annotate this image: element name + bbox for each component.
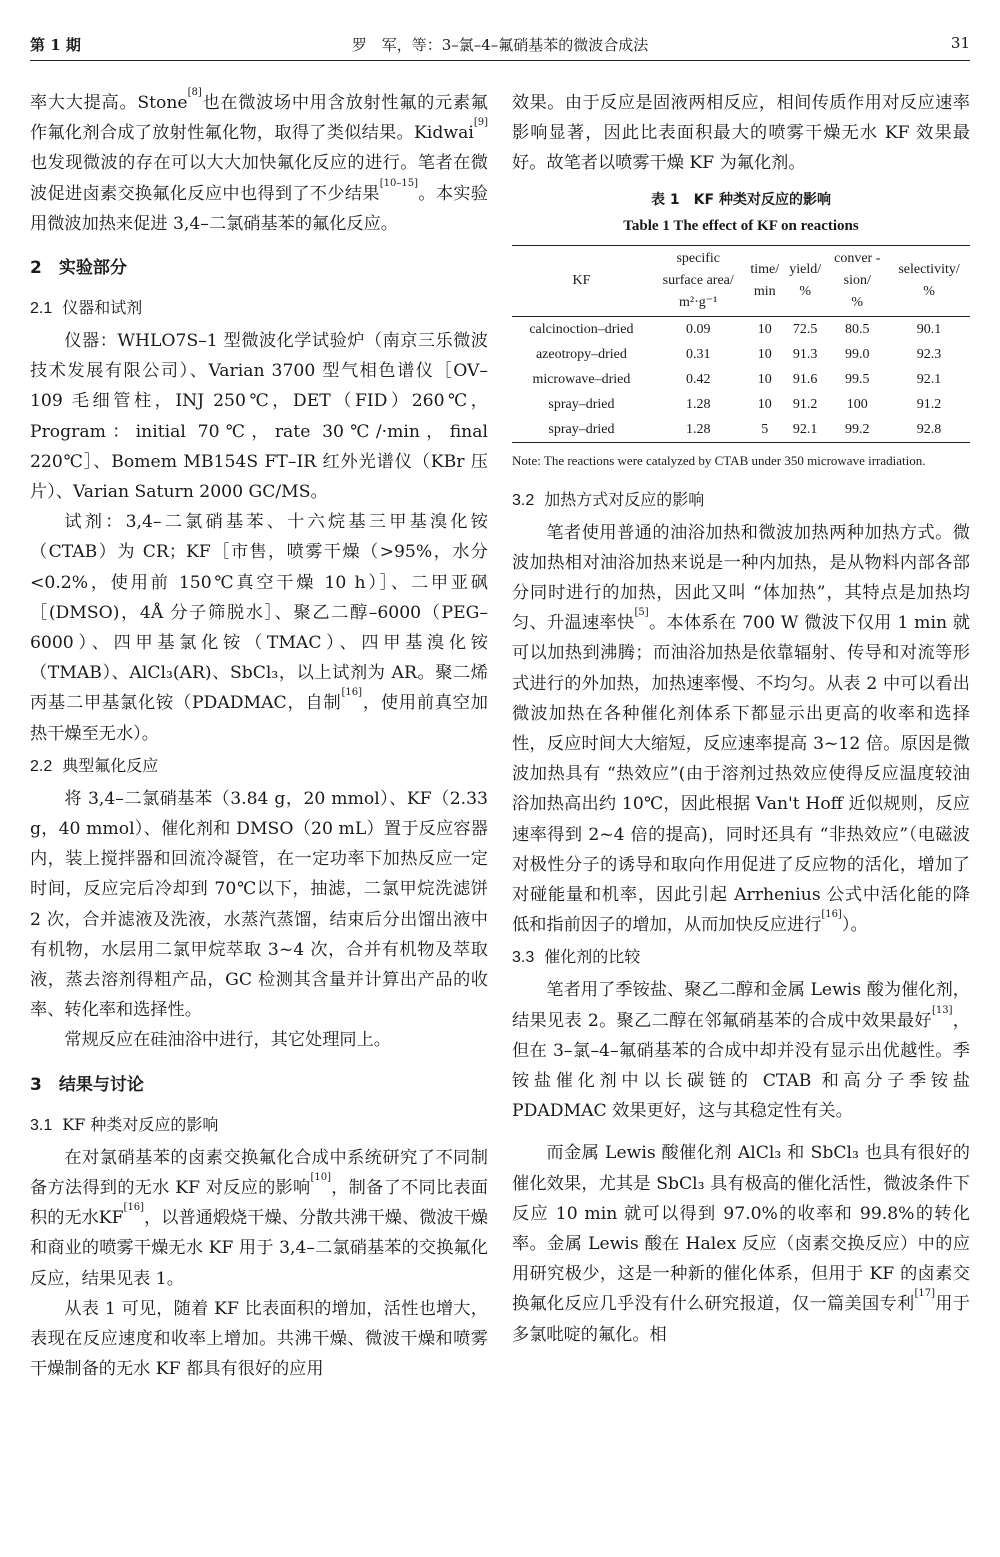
table-row [512,342,970,367]
ref-citation: [16] [341,687,363,699]
subsection-heading: 3.2 加热方式对反应的影响 [512,489,705,509]
intro-paragraph: 率大大提高。Stone[8]也在微波场中用含放射性氟的元素氟作氟化剂合成了放射性氟化物，取得了类似结果。Kidwai[9]也发现微波的存在可以大大加快氟化反应的进行。笔者在微波促进卤素交换氟化反应中也得到了不少结果[10–15]。本实验用微波加热来促进 3,4–二氯硝基苯的氟化反应。 [30,87,488,234]
lewis-acid-paragraph: 而金属 Lewis 酸催化剂 AlCl₃ 和 SbCl₃ 也具有很好的催化效果，尤其是 SbCl₃ 具有极高的催化活性，微波条件下反应 10 min 就可以得到 97.0%的收率和 99.8%的转化率。金属 Lewis 酸在 Halex 反应（卤素交换反应）中的应用研究极少，这是一种新的催化体系，但用于 KF 的卤素交换氟化反应几乎没有什么研究报道，仅一篇美国专利[17]用于多氯吡啶的氟化。相 [512,1143,970,1345]
table-cell: 91.2 [792,396,818,412]
continued-paragraph: 效果。由于反应是固液两相反应，相间传质作用对反应速率影响显著，因此比表面积最大的喷雾干燥无水 KF 效果最好。故笔者以喷雾干燥 KF 为氟化剂。 [512,93,970,174]
table-note: Note: The reactions were catalyzed by CTAB under 350 microwave irradiation. [512,452,926,468]
header-rule [30,60,970,61]
table-cell: spray–dried [548,396,615,412]
typical-reaction-paragraph: 将 3,4–二氯硝基苯（3.84 g，20 mmol）、KF（2.33 g，40 mmol）、催化剂和 DMSO（20 mL）置于反应容器内，装上搅拌器和回流冷凝管，在一定功率下加热反应一定时间，反应完后冷却到 70℃以下，抽滤，二氯甲烷洗滤饼 2 次，合并滤液及洗液，水蒸汽蒸馏，结束后分出馏出液中有机物，水层用二氯甲烷萃取 3~4 次，合并有机物及萃取液，蒸去溶剂得粗产品，GC 检测其含量并计算出产品的收率、转化率和选择性。 [30,788,488,1021]
section-heading-results: 3 结果与讨论 [30,1074,144,1095]
table-cell: microwave–dried [532,371,631,387]
kf-effect-table [512,245,970,443]
ref-citation: [10–15] [379,177,419,189]
column-header: conver - sion/ % [834,250,881,310]
ref-citation: [8] [187,87,202,98]
column-header: KF [572,272,591,288]
column-header: selectivity/ % [898,261,960,299]
conventional-reaction-paragraph: 常规反应在硅油浴中进行，其它处理同上。 [64,1030,391,1051]
column-header: time/ min [750,261,780,299]
page-header [30,30,970,64]
ref-citation: [10] [310,1171,331,1183]
subsection-heading: 2.2 典型氟化反应 [30,755,159,775]
table-cell: 0.42 [685,371,711,387]
table-cell: 92.1 [916,371,942,387]
table-cell: 1.28 [685,421,711,437]
table-cell: azeotropy–dried [535,346,627,362]
catalyst-paragraph: 笔者用了季铵盐、聚乙二醇和金属 Lewis 酸为催化剂，结果见表 2。聚乙二醇在邻氟硝基苯的合成中效果最好[13]，但在 3–氯–4–氟硝基苯的合成中却并没有显示出优越性。季铵盐催化剂中以长碳链的 CTAB 和高分子季铵盐 PDADMAC 效果更好，这与其稳定性有关。 [512,980,970,1122]
table-cell: 92.8 [916,421,942,437]
table-row [512,367,970,392]
table-cell: 99.0 [845,346,870,362]
table-cell: 1.28 [685,396,711,412]
table-cell: 80.5 [845,321,870,337]
column-header: specific surface area/ m²·g⁻¹ [662,250,734,310]
table-cell: 92.3 [916,346,942,362]
table-cell: 0.09 [685,321,711,337]
table-row [512,417,970,443]
kf-analysis-paragraph: 从表 1 可见，随着 KF 比表面积的增加，活性也增大，表现在反应速度和收率上增加。共沸干燥、微波干燥和喷雾干燥制备的无水 KF 都具有很好的应用 [30,1298,488,1380]
table-cell: 92.1 [792,421,818,437]
table-cell: 10 [757,346,772,362]
table-cell: 10 [757,321,772,337]
left-column [30,88,488,1384]
table-cell: 99.5 [845,371,870,387]
ref-citation: [16] [123,1202,145,1214]
table-row [512,392,970,417]
issue-label: 第 1 期 [30,36,81,54]
table-cell: 72.5 [792,321,818,337]
running-title: 罗 军，等：3–氯–4–氟硝基苯的微波合成法 [351,36,649,54]
table-cell: 90.1 [916,321,942,337]
table-cell: 99.2 [845,421,870,437]
kf-effect-paragraph: 在对氯硝基苯的卤素交换氟化合成中系统研究了不同制备方法得到的无水 KF 对反应的影响[10]，制备了不同比表面积的无水KF[16]，以普通煅烧干燥、分散共沸干燥、微波干燥和商业的喷雾干燥无水 KF 用于 3,4–二氯硝基苯的交换氟化反应，结果见表 1。 [30,1147,488,1289]
table-header-row [512,245,970,316]
table-row [512,316,970,342]
right-column [512,88,970,1350]
table-caption-en: Table 1 The effect of KF on reactions [623,217,859,234]
table-cell: spray–dried [548,421,615,437]
heating-method-paragraph: 笔者使用普通的油浴加热和微波加热两种加热方式。微波加热相对油浴加热来说是一种内加热，是从物料内部各部分同时进行的加热，因此又叫 “体加热”，其特点是加热均匀、升温速率快[5]。本体系在 700 W 微波下仅用 1 min 就可以加热到沸腾；而油浴加热是依靠辐射、传导和对流等形式进行的外加热，加热速率慢、不均匀。从表 2 中可以看出微波加热在各种催化剂体系下都显示出更高的收率和选择性，反应时间大大缩短，反应速率提高 3~12 倍。原因是微波加热具有 “热效应”(由于溶剂过热效应使得反应温度较油浴加热高出约 10℃，因此根据 Van't Hoff 近似规则，反应速率得到 2~4 倍的提高)，同时还具有 “非热效应”（电磁波对极性分子的诱导和取向作用促进了反应物的活化，增加了对碰能量和机率，因此引起 Arrhenius 公式中活化能的降低和指前因子的增加，从而加快反应进行[16]）。 [512,522,970,936]
table-cell: 91.2 [916,396,942,412]
subsection-heading: 2.1 仪器和试剂 [30,298,143,318]
table-cell: 100 [846,396,868,412]
column-header: yield/ % [789,261,822,299]
instruments-paragraph: 仪器：WHLO7S–1 型微波化学试验炉（南京三乐微波技术发展有限公司）、Varian 3700 型气相色谱仪［OV–109 毛细管柱，INJ 250℃，DET（FID）260℃，Program：initial 70℃，rate 30℃/·min，final 220℃］、Bomem MB154S FT–IR 红外光谱仪（KBr 压片）、Varian Saturn 2000 GC/MS。 [30,331,488,503]
reagents-paragraph: 试剂：3,4–二氯硝基苯、十六烷基三甲基溴化铵（CTAB）为 CR；KF［市售，喷雾干燥（>95%，水分<0.2%，使用前 150℃真空干燥 10 h）］、二甲亚砜［(DMSO)，4Å 分子筛脱水］、聚乙二醇–6000（PEG–6000）、四甲基氯化铵（TMAC）、四甲基溴化铵（TMAB）、AlCl₃(AR)、SbCl₃，以上试剂为 AR。聚二烯丙基二甲基氯化铵（PDADMAC，自制[16]，使用前真空加热干燥至无水）。 [30,512,488,744]
ref-citation: [5] [634,607,649,619]
section-heading-experimental: 2 实验部分 [30,258,127,279]
ref-citation: [16] [821,909,842,921]
ref-citation: [13] [931,1004,953,1016]
subsection-heading: 3.3 催化剂的比较 [512,947,641,967]
page-number: 31 [950,34,970,52]
subsection-heading: 3.1 KF 种类对反应的影响 [30,1114,219,1134]
table-cell: 10 [757,371,772,387]
table-cell: 0.31 [685,346,711,362]
table-cell: 5 [761,421,769,437]
table-cell: 91.6 [792,371,818,387]
table-cell: 91.3 [792,346,818,362]
table-cell: 10 [757,396,772,412]
table-cell: calcinoction–dried [529,321,634,337]
table-caption-cn: 表 1 KF 种类对反应的影响 [651,191,831,208]
ref-citation: [9] [473,117,488,129]
ref-citation: [17] [914,1288,935,1300]
